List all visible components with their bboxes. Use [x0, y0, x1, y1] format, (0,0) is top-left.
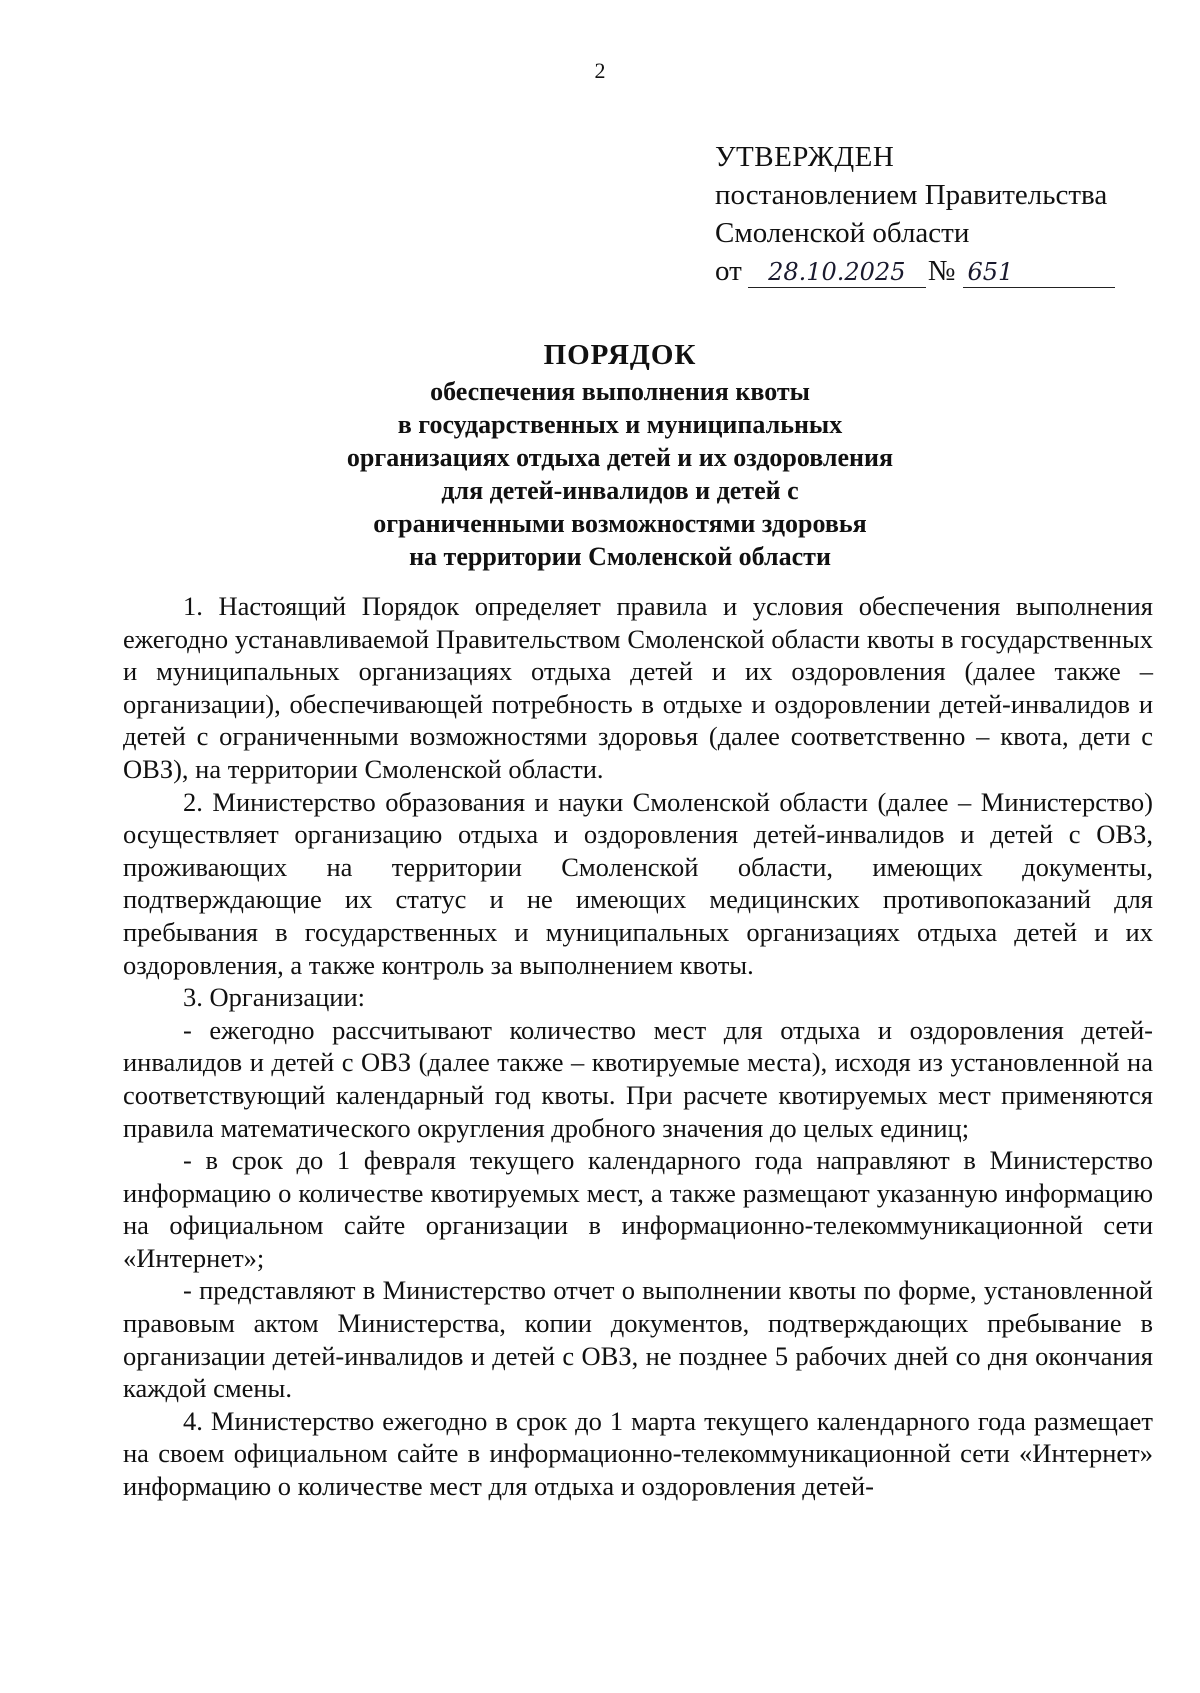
- paragraph-2: 2. Министерство образования и науки Смоленской области (далее – Министерство) осуществляет организацию отдыха и оздоровления детей-инвалидов и детей с ОВЗ, проживающих на территории Смоленской области, имеющих документы, подтверждающие их статус и не имеющих медицинских противопоказаний для пребывания в государственных и муниципальных организациях отдыха детей и их оздоровления, а также контроль за выполнением квоты.: [123, 786, 1153, 980]
- page-number: 2: [594, 58, 606, 83]
- title-line: ограниченными возможностями здоровья: [373, 509, 867, 538]
- paragraph-1: 1. Настоящий Порядок определяет правила и условия обеспечения выполнения ежегодно устанавливаемой Правительством Смоленской области квоты в государственных и муниципальных организациях отдыха детей и их оздоровления (далее также – организации), обеспечивающей потребность в отдыхе и оздоровлении детей-инвалидов и детей с ограниченными возможностями здоровья (далее соответственно – квота, дети с ОВЗ), на территории Смоленской области.: [123, 591, 1153, 784]
- date-prefix: от: [715, 255, 742, 287]
- approval-date-number-line: [715, 252, 1155, 290]
- handwritten-date: 28.10.2025: [748, 257, 926, 288]
- approval-status: УТВЕРЖДЕН: [715, 141, 895, 173]
- number-prefix: №: [927, 255, 956, 287]
- paragraph-3-item-2: - в срок до 1 февраля текущего календарного года направляют в Министерство информацию о количестве квотируемых мест, а также размещают указанную информацию на официальном сайте организации в информационно-телекоммуникационной сети «Интернет»;: [123, 1145, 1153, 1273]
- approval-line-2: Смоленской области: [715, 217, 970, 249]
- title-line: в государственных и муниципальных: [397, 410, 843, 439]
- approval-stamp-block: [715, 138, 1155, 290]
- paragraph-4: 4. Министерство ежегодно в срок до 1 марта текущего календарного года размещает на своем официальном сайте в информационно-телекоммуникационной сети «Интернет» информацию о количестве мест для отдыха и оздоровления детей-: [123, 1405, 1153, 1502]
- title-main: ПОРЯДОК: [543, 339, 697, 371]
- paragraph-3-item-3: - представляют в Министерство отчет о выполнении квоты по форме, установленной правовым актом Министерства, копии документов, подтверждающих пребывание в организации детей-инвалидов и детей с ОВЗ, не позднее 5 рабочих дней со дня окончания каждой смены.: [123, 1275, 1153, 1404]
- title-line: организациях отдыха детей и их оздоровления: [346, 443, 894, 472]
- handwritten-number: 651: [963, 257, 1115, 288]
- title-line: на территории Смоленской области: [409, 542, 831, 571]
- paragraph-3-item-1: - ежегодно рассчитывают количество мест для отдыха и оздоровления детей-инвалидов и детей с ОВЗ (далее также – квотируемые места), исходя из установленной на соответствующий календарный год квоты. При расчете квотируемых мест применяются правила математического округления дробного значения до целых единиц;: [123, 1014, 1153, 1143]
- title-line: для детей-инвалидов и детей с: [441, 476, 799, 505]
- document-body: [123, 590, 1153, 1503]
- title-line: обеспечения выполнения квоты: [430, 377, 810, 406]
- paragraph-3-heading: 3. Организации:: [183, 982, 366, 1013]
- approval-line-1: постановлением Правительства: [715, 179, 1108, 211]
- document-title: [120, 335, 1120, 573]
